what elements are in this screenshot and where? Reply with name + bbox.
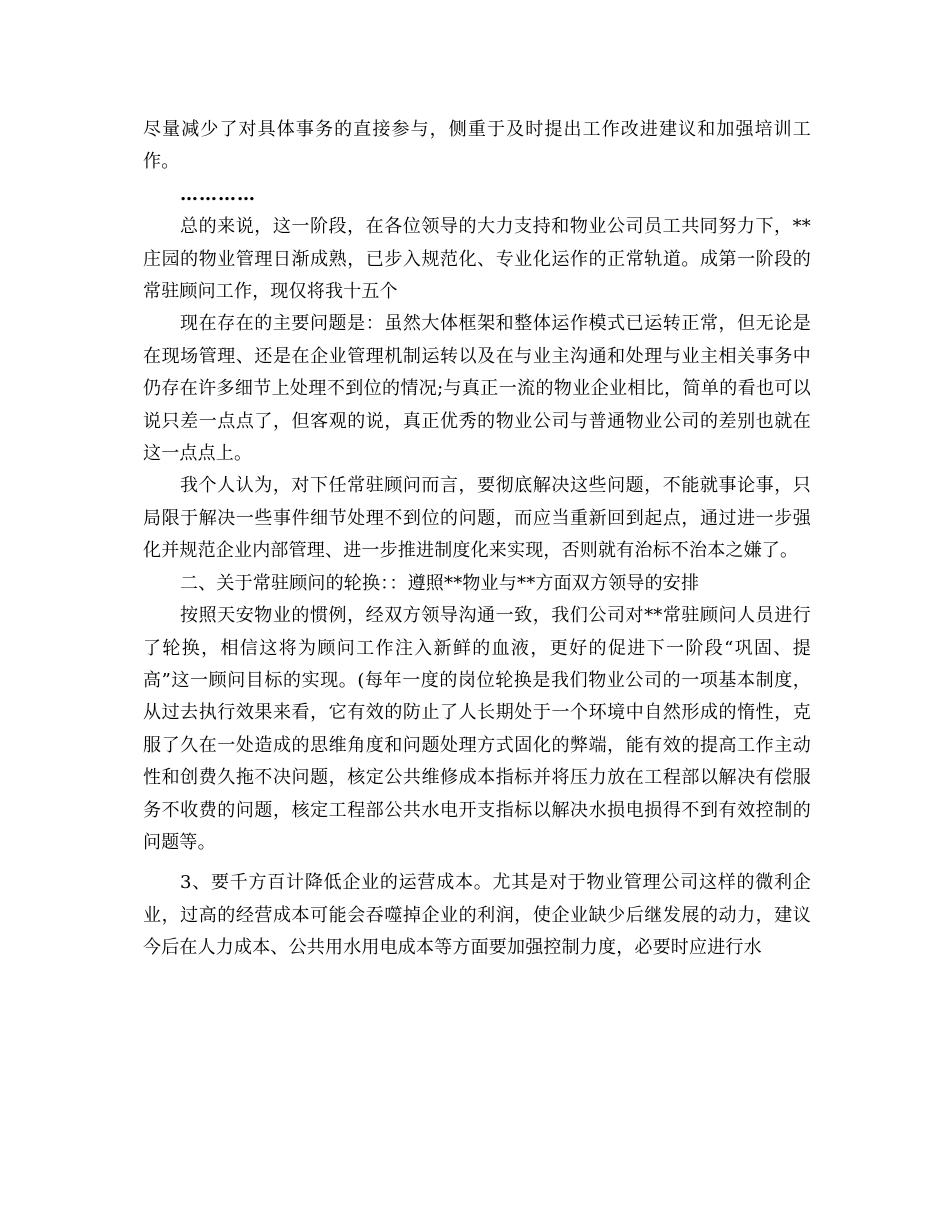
paragraph-1: 尽量减少了对具体事务的直接参与，侧重于及时提出工作改进建议和加强培训工作。 — [143, 119, 811, 173]
paragraph-cost: 3、要千方百计降低企业的运营成本。尤其是对于物业管理公司这样的微利企业，过高的经营成本可能会吞噬掉企业的利润，使企业缺少后继发展的动力，建议今后在人力成本、公共用水用电成本等方面要加强控制力度，必要时应进行水 — [143, 872, 811, 959]
section-heading-rotation: 二、关于常驻顾问的轮换：：遵照**物业与**方面双方领导的安排 — [180, 572, 700, 594]
paragraph-problems: 现在存在的主要问题是：虽然大体框架和整体运作模式已运转正常，但无论是在现场管理、还是在企业管理机制运转以及在与业主沟通和处理与业主相关事务中仍存在许多细节上处理不到位的情况;与真正一流的物业企业相比，简单的看也可以说只差一点点了，但客观的说，真正优秀的物业公司与普通物业公司的差别也就在这一点点上。 — [143, 313, 811, 465]
document-body — [143, 114, 811, 965]
paragraph-summary: 总的来说，这一阶段，在各位领导的大力支持和物业公司员工共同努力下，**庄园的物业管理日渐成熟，已步入规范化、专业化运作的正常轨道。成第一阶段的常驻顾问工作，现仅将我十五个 — [143, 216, 811, 303]
ellipsis-separator: ………… — [180, 183, 256, 205]
paragraph-rotation: 按照天安物业的惯例，经双方领导沟通一致，我们公司对**常驻顾问人员进行了轮换，相信这将为顾问工作注入新鲜的血液，更好的促进下一阶段“巩固、提高”这一顾问目标的实现。(每年一度的岗位轮换是我们物业公司的一项基本制度，从过去执行效果来看，它有效的防止了人长期处于一个环境中自然形成的惰性，克服了久在一处造成的思维角度和问题处理方式固化的弊端，能有效的提高工作主动性和创费久拖不决问题，核定公共维修成本指标并将压力放在工程部以解决有偿服务不收费的问题，核定工程部公共水电开支指标以解决水损电损得不到有效控制的问题等。 — [143, 605, 811, 853]
paragraph-opinion: 我个人认为，对下任常驻顾问而言，要彻底解决这些问题，不能就事论事，只局限于解决一些事件细节处理不到位的问题，而应当重新回到起点，通过进一步强化并规范企业内部管理、进一步推进制度化来实现，否则就有治标不治本之嫌了。 — [143, 475, 811, 562]
